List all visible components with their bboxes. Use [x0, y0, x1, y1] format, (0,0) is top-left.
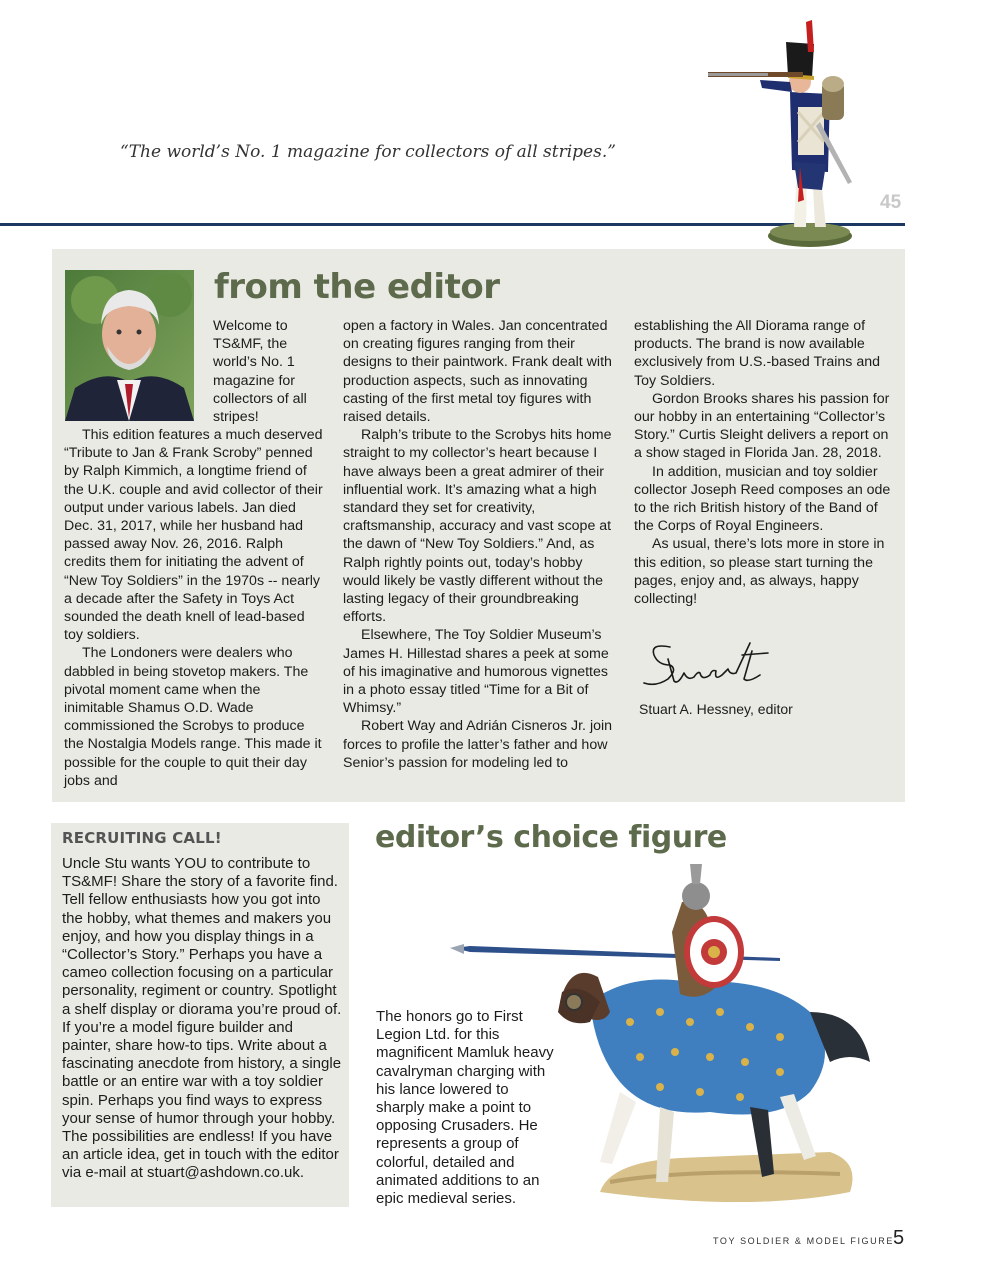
paragraph: Ralph’s tribute to the Scrobys hits home straight to my collector’s heart because I have always been a great admirer of their influential work. It’s amazing what a high standard they set for creativity, craftsmanship, accuracy and vast scope at the dawn of “New Toy Soldiers.” And, as Ralph rightly points out, today’s hobby would likely be vastly different without the lasting legacy of their groundbreaking efforts.: [343, 427, 612, 626]
from-the-editor-box: [52, 249, 905, 802]
paragraph: As usual, there’s lots more in store in this edition, so please start turning the pages, enjoy and, as always, happy collecting!: [634, 536, 885, 608]
intro-paragraph: Welcome to TS&MF, the world’s No. 1 magazine for collectors of all stripes!: [213, 318, 307, 426]
paragraph: Elsewhere, The Toy Soldier Museum’s James H. Hillestad shares a peek at some of his imaginative and humorous vignettes in a photo essay titled “Time for a Bit of Whimsy.”: [343, 627, 609, 717]
editor-column-1: [64, 426, 324, 790]
editor-section-title: from the editor: [214, 267, 500, 307]
recruiting-body: Uncle Stu wants YOU to contribute to TS&MF! Share the story of a favorite find. Tell fellow enthusiasts how you got into the hobby, what themes and makers you enjoy, and how you display things in a “Collector’s Story.” Perhaps you have a cameo collection focusing on a particular personality, regiment or country. Spotlight a shelf display or diorama you’re proud of. If you’re a model figure builder and painter, share how-to tips. Write about a fascinating anecdote from history, a single battle or an entire war with a toy soldier spin. Perhaps you find ways to express your sense of humor through your hobby. The possibilities are endless! If you have an article idea, get in touch with the editor via e-mail at stuart@ashdown.co.uk.: [62, 855, 342, 1182]
editors-choice-title: editor’s choice figure: [375, 820, 727, 855]
editor-signature: [640, 635, 790, 693]
mamluk-cavalryman-figure-image: [450, 862, 880, 1218]
paragraph: The Londoners were dealers who dabbled in being stovetop makers. The pivotal moment came when the inimitable Shamus O.D. Wade commissioned the Scrobys to produce the Nostalgia Models range. This made it possible for the couple to quit their day jobs and: [64, 645, 322, 789]
paragraph: establishing the All Diorama range of products. The brand is now available exclusively from U.S.-based Trains and Toy Soldiers.: [634, 318, 881, 389]
editors-choice-body: The honors go to First Legion Ltd. for this magnificent Mamluk heavy cavalryman charging with his lance lowered to sharply make a point to opposing Crusaders. He represents a group of colorful, detailed and animated additions to an epic medieval series.: [376, 1008, 554, 1208]
paragraph: Robert Way and Adrián Cisneros Jr. join forces to profile the latter’s father and how Senior’s passion for modeling led to: [343, 718, 613, 771]
editor-column-3: [634, 317, 898, 608]
tagline: “The world’s No. 1 magazine for collectors of all stripes.”: [120, 142, 616, 162]
editor-portrait-photo: [65, 270, 194, 421]
paragraph: In addition, musician and toy soldier collector Joseph Reed composes an ode to the rich British history of the Band of the Corps of Royal Engineers.: [634, 463, 891, 535]
recruiting-call-box: [51, 823, 349, 1207]
editor-intro: [213, 317, 313, 426]
paragraph: This edition features a much deserved “Tribute to Jan & Frank Scroby” penned by Ralph Kimmich, a longtime friend of the U.K. couple and avid collector of their output under various labels. Jan died Dec. 31, 2017, while her husband had passed away Nov. 26, 2016. Ralph credits them for initiating the advent of “New Toy Soldiers” in the 1970s -- nearly a decade after the Safety in Toys Act sounded the death knell of lead-based toy soldiers.: [64, 427, 323, 644]
editor-column-2: [343, 317, 618, 772]
footer-page-number: 5: [893, 1227, 905, 1249]
napoleonic-soldier-figure-image: [702, 12, 872, 252]
signature-caption: Stuart A. Hessney, editor: [639, 701, 793, 717]
recruiting-title: RECRUITING CALL!: [62, 829, 222, 847]
paragraph: Gordon Brooks shares his passion for our hobby in an entertaining “Collector’s Story.” Curtis Sleight delivers a report on a show staged in Florida Jan. 28, 2018.: [634, 390, 890, 462]
footer-magazine-name: TOY SOLDIER & MODEL FIGURE: [713, 1236, 894, 1246]
paragraph: open a factory in Wales. Jan concentrated on creating figures ranging from their designs to their paintwork. Frank dealt with production aspects, such as innovating casting of the first metal toy figures with raised details.: [343, 318, 612, 426]
top-page-number: 45: [880, 192, 902, 213]
